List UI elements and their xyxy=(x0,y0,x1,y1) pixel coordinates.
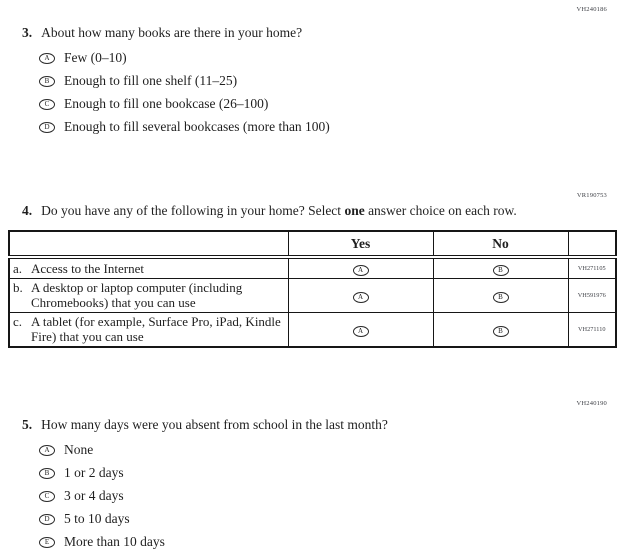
option-row xyxy=(39,512,165,526)
row-item-code: VH591976 xyxy=(568,278,616,312)
row-item-code: VH271110 xyxy=(568,312,616,347)
question-5-text: How many days were you absent from school in the last month? xyxy=(41,417,388,432)
table-row-b xyxy=(9,278,616,312)
option-row xyxy=(39,74,330,88)
option-row xyxy=(39,51,330,65)
answer-bubble-d[interactable]: D xyxy=(39,514,55,525)
question-5-options xyxy=(39,443,165,555)
yes-cell xyxy=(288,312,433,347)
yes-cell xyxy=(288,278,433,312)
row-prefix: c. xyxy=(13,314,23,330)
answer-bubble-b[interactable]: B xyxy=(39,76,55,87)
no-cell xyxy=(433,278,568,312)
answer-bubble-yes[interactable]: A xyxy=(353,292,369,303)
answer-bubble-c[interactable]: C xyxy=(39,99,55,110)
option-row xyxy=(39,466,165,480)
table-header-yes: Yes xyxy=(288,231,433,257)
row-label-cell xyxy=(9,257,288,278)
question-4-number: 4. xyxy=(22,203,33,218)
answer-bubble-b[interactable]: B xyxy=(39,468,55,479)
question-3-text: About how many books are there in your home? xyxy=(41,25,303,40)
no-cell xyxy=(433,312,568,347)
answer-bubble-no[interactable]: B xyxy=(493,292,509,303)
option-label: Enough to fill one bookcase (26–100) xyxy=(64,96,269,111)
item-code-q3: VH240186 xyxy=(576,6,607,13)
question-5 xyxy=(22,417,613,432)
table-header-blank xyxy=(9,231,288,257)
option-label: More than 10 days xyxy=(64,534,165,549)
table-row-a xyxy=(9,257,616,278)
answer-bubble-c[interactable]: C xyxy=(39,491,55,502)
option-label: None xyxy=(64,442,94,457)
question-3-number: 3. xyxy=(22,25,33,40)
row-label: A tablet (for example, Surface Pro, iPad, Kindle Fire) that you can use xyxy=(31,314,281,345)
option-label: 3 or 4 days xyxy=(64,488,124,503)
answer-bubble-e[interactable]: E xyxy=(39,537,55,548)
question-3 xyxy=(22,25,613,40)
answer-bubble-no[interactable]: B xyxy=(493,265,509,276)
table-row-c xyxy=(9,312,616,347)
answer-bubble-d[interactable]: D xyxy=(39,122,55,133)
row-label: A desktop or laptop computer (including Chromebooks) that you can use xyxy=(31,280,243,310)
yes-cell xyxy=(288,257,433,278)
item-code-q5: VH240190 xyxy=(576,400,607,407)
table-header-row xyxy=(9,231,616,257)
answer-bubble-yes[interactable]: A xyxy=(353,265,369,276)
answer-bubble-no[interactable]: B xyxy=(493,326,509,337)
answer-bubble-a[interactable]: A xyxy=(39,445,55,456)
table-header-code-blank xyxy=(568,231,616,257)
option-label: 5 to 10 days xyxy=(64,511,130,526)
option-row xyxy=(39,535,165,549)
answers-table xyxy=(8,230,617,348)
table-header-no: No xyxy=(433,231,568,257)
option-row xyxy=(39,120,330,134)
question-4-text: Do you have any of the following in your home? Select one answer choice on each row. xyxy=(41,203,517,218)
option-label: 1 or 2 days xyxy=(64,465,124,480)
question-4 xyxy=(22,203,613,218)
option-row xyxy=(39,489,165,503)
answer-bubble-yes[interactable]: A xyxy=(353,326,369,337)
row-label-cell xyxy=(9,278,288,312)
row-prefix: b. xyxy=(13,280,23,295)
no-cell xyxy=(433,257,568,278)
question-5-number: 5. xyxy=(22,417,33,432)
option-label: Enough to fill one shelf (11–25) xyxy=(64,73,238,88)
option-label: Few (0–10) xyxy=(64,50,127,65)
row-prefix: a. xyxy=(13,260,23,276)
row-item-code: VH271105 xyxy=(568,257,616,278)
row-label-cell xyxy=(9,312,288,347)
option-row xyxy=(39,97,330,111)
item-code-q4: VR190753 xyxy=(576,192,607,199)
answer-bubble-a[interactable]: A xyxy=(39,53,55,64)
row-label: Access to the Internet xyxy=(31,260,144,276)
option-row xyxy=(39,443,165,457)
option-label: Enough to fill several bookcases (more than 100) xyxy=(64,119,330,134)
question-3-options xyxy=(39,51,330,143)
